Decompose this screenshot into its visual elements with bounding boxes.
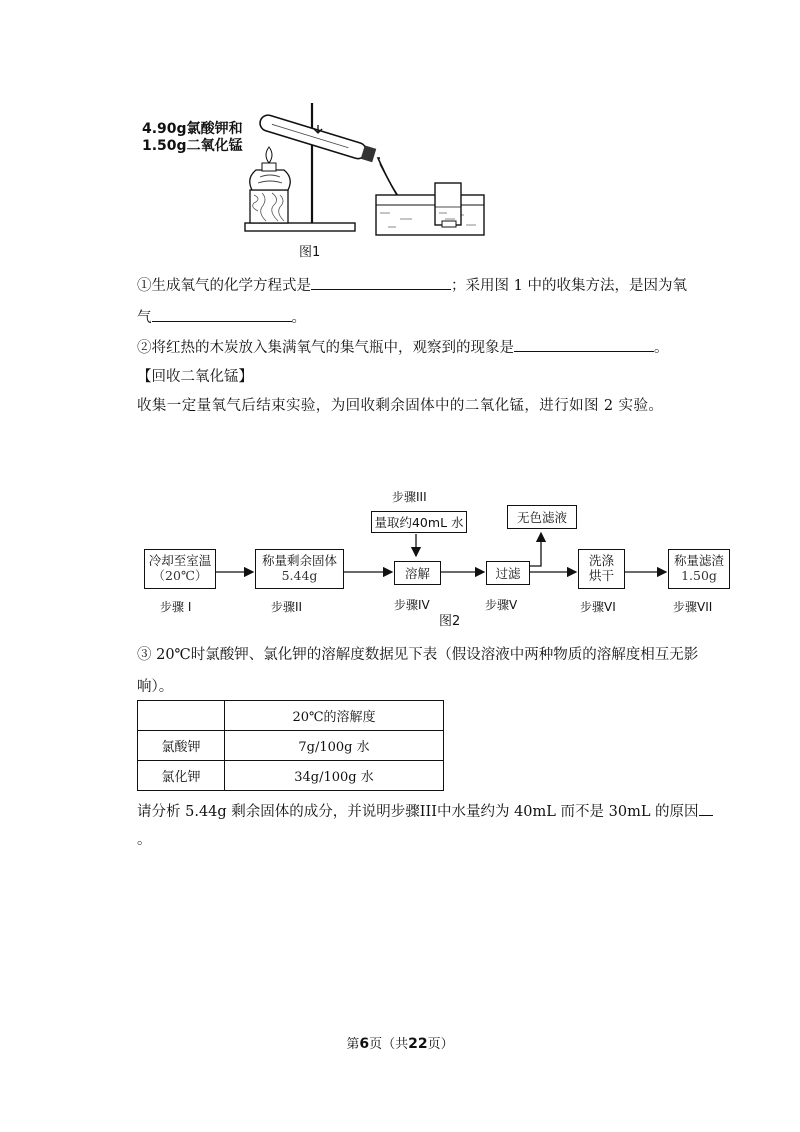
flow-box-cool-line1: 冷却至室温 xyxy=(148,553,212,568)
footer-suffix: 页） xyxy=(427,1037,454,1052)
footer-prefix: 第 xyxy=(346,1037,360,1052)
flow-box-weigh-solid-line1: 称量剩余固体 xyxy=(261,553,337,568)
step7-label: 步骤VII xyxy=(673,600,713,614)
flow-box-wash-dry-line2: 烘干 xyxy=(588,568,614,583)
step4-label: 步骤IV xyxy=(394,598,430,612)
footer-middle: 页（共 xyxy=(369,1037,409,1052)
q2-text-a: ②将红热的木炭放入集满氧气的集气瓶中，观察到的现象是 xyxy=(137,340,514,356)
reagent-label-line1: 4.90g氯酸钾和 xyxy=(142,121,243,137)
step2-label: 步骤II xyxy=(271,600,303,614)
reagent-label-line2: 1.50g二氧化锰 xyxy=(142,138,243,154)
q2-text-b: 。 xyxy=(654,340,669,356)
q3-question-text: 请分析 5.44g 剩余固体的成分，并说明步骤III中水量约为 40mL 而不是 30mL 的原因 xyxy=(137,804,699,820)
table-cell: 7g/100g 水 xyxy=(225,731,444,761)
water-box: 量取约40mL 水 xyxy=(371,511,467,533)
answer-blank-analysis xyxy=(699,801,713,816)
q3-line1: ③ 20℃时氯酸钾、氯化钾的溶解度数据见下表（假设溶液中两种物质的溶解度相互无影 xyxy=(137,647,699,663)
flow-box-dissolve xyxy=(394,561,441,585)
flow-box-weigh-residue-line1: 称量滤渣 xyxy=(673,553,724,568)
footer-page-number: 6 xyxy=(359,1036,370,1052)
table-row xyxy=(138,761,444,791)
table-row xyxy=(138,731,444,761)
flow-box-wash-dry xyxy=(578,549,625,589)
table-header-row xyxy=(138,701,444,731)
table-header-cell: 20℃的溶解度 xyxy=(225,701,444,731)
flow-box-weigh-residue-line2: 1.50g xyxy=(681,568,717,583)
section-heading: 【回收二氧化锰】 xyxy=(137,369,253,385)
figure-1-caption: 图1 xyxy=(299,245,321,260)
page-footer xyxy=(0,1033,800,1052)
filtrate-box: 无色滤液 xyxy=(507,505,577,529)
step6-label: 步骤VI xyxy=(580,600,616,614)
flow-box-wash-dry-line1: 洗涤 xyxy=(588,553,614,568)
step1-label: 步骤 I xyxy=(160,600,192,614)
flow-box-filter-line1: 过滤 xyxy=(495,566,521,581)
figure-2-caption: 图2 xyxy=(439,614,461,629)
q1-text-d: 。 xyxy=(291,310,306,326)
section-intro: 收集一定量氧气后结束实验，为回收剩余固体中的二氧化锰，进行如图 2 实验。 xyxy=(137,398,664,414)
flow-box-weigh-solid xyxy=(255,549,344,589)
table-cell: 氯酸钾 xyxy=(138,731,225,761)
flow-box-weigh-residue xyxy=(668,549,730,589)
flow-box-dissolve-line1: 溶解 xyxy=(404,566,430,581)
footer-total-pages: 22 xyxy=(408,1036,428,1052)
step3-label: 步骤III xyxy=(392,490,427,504)
flow-box-cool xyxy=(144,549,216,589)
table-header-cell xyxy=(138,701,225,731)
q3-line2: 响）。 xyxy=(137,679,174,695)
q1-text-c: 气 xyxy=(137,310,152,326)
solubility-table xyxy=(137,700,444,791)
table-cell: 34g/100g 水 xyxy=(225,761,444,791)
step5-label: 步骤V xyxy=(485,598,518,612)
q3-question-line2: 。 xyxy=(137,832,152,848)
q3-question-line1 xyxy=(137,801,713,822)
table-cell: 氯化钾 xyxy=(138,761,225,791)
q1-text-b: ；采用图 1 中的收集方法，是因为氧 xyxy=(451,278,687,294)
q1-text-a: ①生成氧气的化学方程式是 xyxy=(137,278,311,294)
flow-box-filter xyxy=(486,561,530,585)
flow-box-cool-line2: （20℃） xyxy=(152,568,208,583)
flow-box-weigh-solid-line2: 5.44g xyxy=(281,568,318,583)
